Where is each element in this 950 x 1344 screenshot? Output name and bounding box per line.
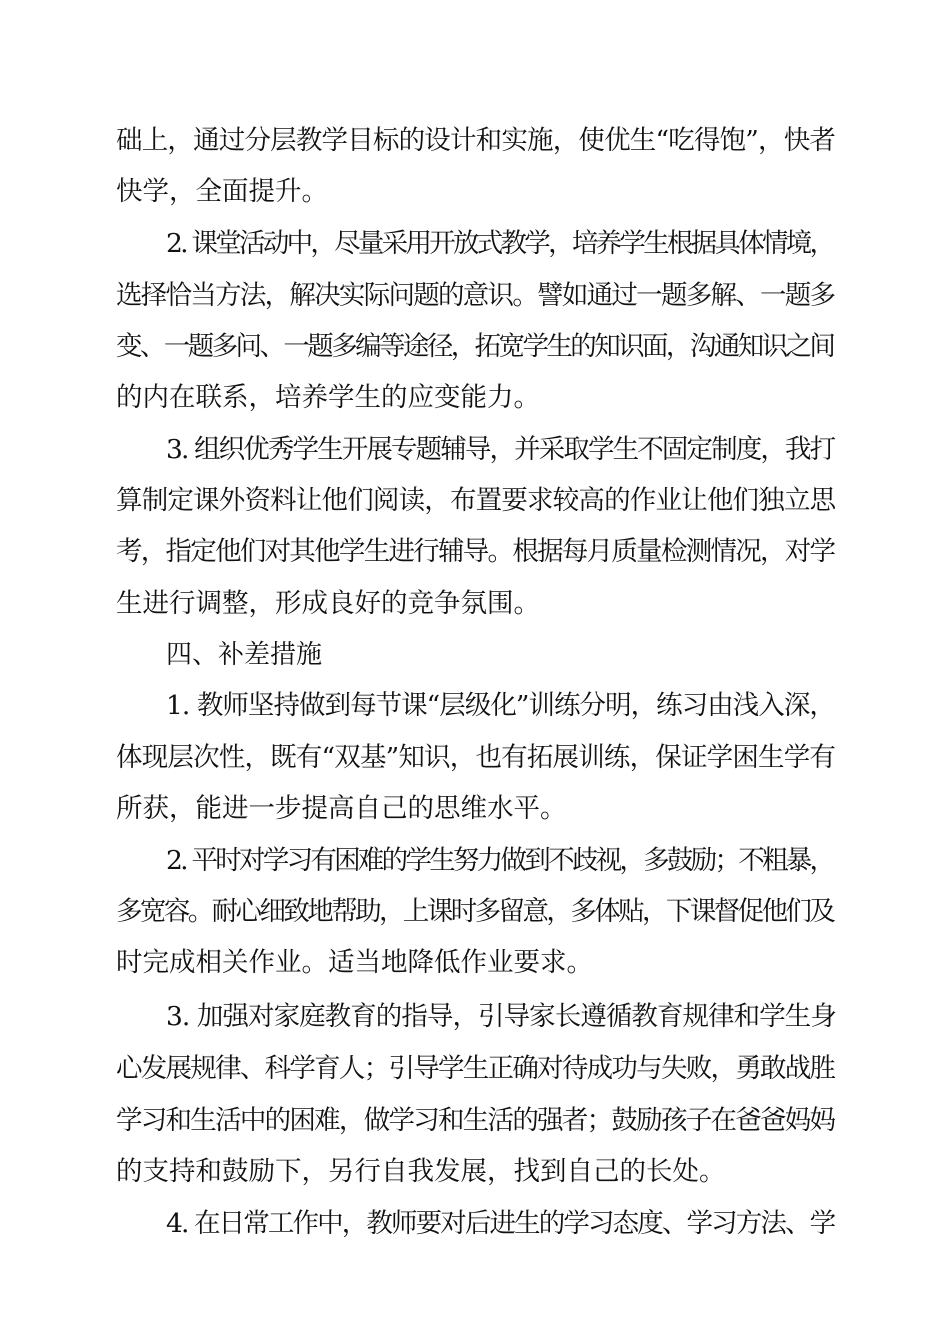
paragraph-line: 2. 平时对学习有困难的学生努力做到不歧视，多鼓励；不粗暴，: [166, 845, 834, 876]
paragraph-line: 3. 组织优秀学生开展专题辅导，并采取学生不固定制度，我打: [166, 434, 835, 465]
section-heading: 四、补差措施: [166, 640, 323, 670]
paragraph-line: 2. 课堂活动中，尽量采用开放式教学，培养学生根据具体情境，: [166, 228, 834, 259]
paragraph-line: 选择恰当方法，解决实际问题的意识。譬如通过一题多解、一题多: [116, 280, 835, 311]
paragraph-line: 3. 加强对家庭教育的指导，引导家长遵循教育规律和学生身: [166, 1001, 836, 1032]
paragraph-line: 学习和生活中的困难，做学习和生活的强者；鼓励孩子在爸爸妈妈: [116, 1105, 835, 1136]
paragraph-line: 变、一题多问、一题多编等途径，拓宽学生的知识面，沟通知识之间: [116, 331, 834, 362]
paragraph-line: 快学，全面提升。: [116, 176, 328, 207]
paragraph-line: 心发展规律、科学育人；引导学生正确对待成功与失败，勇敢战胜: [116, 1053, 835, 1084]
paragraph-line: 算制定课外资料让他们阅读，布置要求较高的作业让他们独立思: [116, 485, 836, 516]
paragraph-line: 时完成相关作业。适当地降低作业要求。: [116, 947, 593, 978]
paragraph-line: 体现层次性，既有“双基”知识，也有拓展训练，保证学困生学有: [116, 742, 836, 773]
paragraph-line: 多宽容。耐心细致地帮助，上课时多留意，多体贴，下课督促他们及: [116, 896, 834, 927]
paragraph-line: 的内在联系，培养学生的应变能力。: [116, 382, 540, 413]
paragraph-line: 生进行调整，形成良好的竞争氛围。: [116, 588, 540, 619]
paragraph-line: 1. 教师坚持做到每节课“层级化”训练分明，练习由浅入深，: [166, 690, 835, 721]
paragraph-line: 的支持和鼓励下，另行自我发展，找到自己的长处。: [116, 1156, 726, 1187]
paragraph-line: 考，指定他们对其他学生进行辅导。根据每月质量检测情况，对学: [116, 536, 835, 567]
paragraph-line: 4. 在日常工作中，教师要对后进生的学习态度、学习方法、学: [166, 1208, 835, 1239]
paragraph-line: 所获，能进一步提高自己的思维水平。: [116, 793, 567, 824]
paragraph-line: 础上，通过分层教学目标的设计和实施，使优生“吃得饱”，快者: [116, 125, 836, 156]
